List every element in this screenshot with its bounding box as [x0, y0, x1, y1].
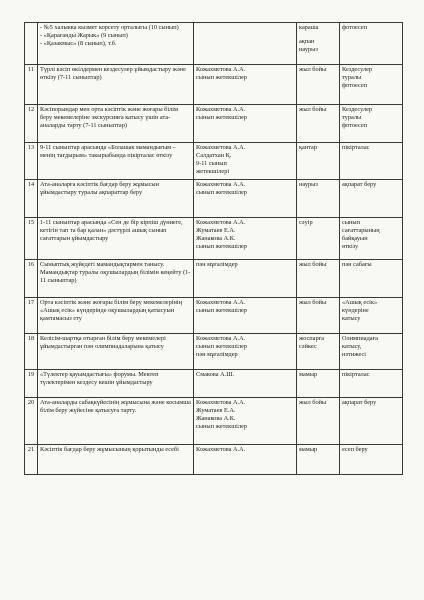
- result-text: сағаттарының: [342, 227, 380, 234]
- table-row: [25, 445, 403, 475]
- event-text: Кәсіпорындар мен орта кәсіптік және жоғары білім беру мекемелеріне экскурсияға катысу үшін ата-аналарды тарту (7-11 сыныптар): [40, 106, 178, 129]
- event-text: - «Қазакмыс» (8 сынып), т.б.: [40, 40, 117, 47]
- responsible-cell: [194, 143, 297, 180]
- event-text: Ата-аналарды сабақкүйесінің жұмысына және косымша білім беру жүйесіне қатысуға тарту.: [40, 399, 191, 414]
- deadline-cell: [297, 180, 340, 218]
- responsible-text: Кожахметова А.А.: [196, 335, 246, 342]
- row-number: [25, 23, 38, 65]
- deadline-text: жыл бойы: [299, 399, 327, 406]
- table-row: [25, 143, 403, 180]
- event-text: - «Қарағанды Жарык» (9 сынып): [40, 32, 128, 39]
- deadline-cell: [297, 105, 340, 143]
- deadline-text: жыл бойы: [299, 299, 327, 306]
- event-cell: [38, 23, 194, 65]
- event-cell: [38, 445, 194, 475]
- deadline-text: жыл бойы: [299, 261, 327, 268]
- deadline-cell: [297, 23, 340, 65]
- event-text: Кәсіптік бағдар беру жұмысының қорытынды есебі: [40, 446, 179, 453]
- row-number: 12: [25, 105, 38, 143]
- deadline-cell: [297, 298, 340, 334]
- responsible-text: жетекшілері: [196, 168, 230, 175]
- result-cell: [340, 218, 403, 260]
- row-number: 15: [25, 218, 38, 260]
- responsible-text: Жуматаев Е.А.: [196, 227, 236, 234]
- result-text: пән сабағы: [342, 261, 372, 268]
- table-row: [25, 298, 403, 334]
- result-text: өткізу: [342, 243, 359, 250]
- deadline-text: жыл бойы: [299, 106, 327, 113]
- responsible-text: Кожахметова А.А.: [196, 399, 246, 406]
- deadline-text: наурыз: [299, 181, 318, 188]
- deadline-text: сәуір: [299, 219, 313, 226]
- result-text: «Ашық есік»: [342, 299, 378, 306]
- responsible-text: пән мұғалімдер: [196, 351, 238, 358]
- responsible-text: Кожахметова А.А.: [196, 144, 246, 151]
- responsible-text: сынып жетекшілер: [196, 423, 247, 430]
- result-cell: [340, 143, 403, 180]
- table-row: [25, 370, 403, 398]
- row-number: 20: [25, 398, 38, 445]
- table-row: [25, 218, 403, 260]
- responsible-cell: [194, 298, 297, 334]
- responsible-text: сынып жетекшілер: [196, 114, 247, 121]
- deadline-cell: [297, 143, 340, 180]
- responsible-cell: [194, 180, 297, 218]
- responsible-cell: [194, 218, 297, 260]
- result-text: пікірталас: [342, 371, 370, 378]
- event-text: «Түлектер қауымдастығы» форумы. Мектеп түлектерімен кездесу кешін ұйымдастыру: [40, 371, 159, 386]
- result-text: Олимпиадаға: [342, 335, 378, 342]
- event-cell: [38, 398, 194, 445]
- deadline-text: қантар: [299, 144, 317, 151]
- table-row: [25, 180, 403, 218]
- row-number: 11: [25, 65, 38, 105]
- deadline-cell: [297, 65, 340, 105]
- event-cell: [38, 143, 194, 180]
- event-cell: [38, 218, 194, 260]
- responsible-text: Смакова А.Ш.: [196, 371, 235, 378]
- event-cell: [38, 180, 194, 218]
- result-cell: [340, 298, 403, 334]
- result-text: Кездесулер: [342, 66, 373, 73]
- responsible-cell: [194, 23, 297, 65]
- result-cell: [340, 23, 403, 65]
- deadline-text: жыл бойы: [299, 66, 327, 73]
- result-text: туралы: [342, 74, 362, 81]
- deadline-cell: [297, 218, 340, 260]
- table-row: [25, 334, 403, 370]
- result-cell: [340, 445, 403, 475]
- result-text: сынып: [342, 219, 360, 226]
- deadline-text: ақпан: [299, 38, 315, 45]
- result-text: катысу: [342, 315, 361, 322]
- table-row: [25, 260, 403, 298]
- responsible-text: сынып жетекшілер: [196, 307, 247, 314]
- event-text: 9-11 сыныптар арасында «Болашак мамандығым – менің тағдырым» такырыбында пікірталас өткізу: [40, 144, 176, 159]
- responsible-cell: [194, 260, 297, 298]
- result-text: нәтижесі: [342, 351, 367, 358]
- responsible-cell: [194, 105, 297, 143]
- responsible-text: сынып жетекшілер: [196, 243, 247, 250]
- responsible-cell: [194, 398, 297, 445]
- result-text: есеп беру: [342, 446, 368, 453]
- table-row: [25, 23, 403, 65]
- responsible-text: 9-11 сынып: [196, 160, 227, 167]
- event-text: Келісім-шартқа отырған білім беру мекемелері ұйымдастырған пән олимпиадаларына қатысу: [40, 335, 166, 350]
- responsible-cell: [194, 334, 297, 370]
- event-cell: [38, 65, 194, 105]
- deadline-text: наурыз: [299, 46, 318, 53]
- responsible-text: сынып жетекшілер: [196, 74, 247, 81]
- event-cell: [38, 370, 194, 398]
- responsible-text: Кожахметова А.А.: [196, 66, 246, 73]
- result-text: байқауын: [342, 235, 368, 242]
- event-text: Сыныптық жүйедегі мамандықтармен танысу. Мамандықтар туралы оқушылардың білімін кеңейту (1-11 сыныптар): [40, 261, 191, 284]
- result-text: фотоесеп: [342, 122, 368, 129]
- result-cell: [340, 180, 403, 218]
- responsible-text: Кожахметова А.А.: [196, 446, 246, 453]
- responsible-cell: [194, 65, 297, 105]
- result-text: ақпарат беру: [342, 181, 377, 188]
- row-number: 21: [25, 445, 38, 475]
- responsible-text: Жанакова А.К.: [196, 415, 236, 422]
- result-text: пікірталас: [342, 144, 370, 151]
- responsible-text: Кожахметова А.А.: [196, 181, 246, 188]
- responsible-text: сынып жетекшілер: [196, 343, 247, 350]
- result-text: ақпарат беру: [342, 399, 377, 406]
- result-cell: [340, 260, 403, 298]
- result-text: Кездесулер: [342, 106, 373, 113]
- row-number: 17: [25, 298, 38, 334]
- responsible-cell: [194, 445, 297, 475]
- deadline-cell: [297, 260, 340, 298]
- deadline-text: караша: [299, 24, 319, 31]
- row-number: 13: [25, 143, 38, 180]
- row-number: 19: [25, 370, 38, 398]
- deadline-cell: [297, 445, 340, 475]
- result-text: күндеріне: [342, 307, 369, 314]
- row-number: 14: [25, 180, 38, 218]
- responsible-text: Кожахметова А.А.: [196, 106, 246, 113]
- event-text: Ата-аналарға кәсіптік бағдар беру жұмысын ұйымдастыру туралы ақпараттар беру: [40, 181, 160, 196]
- deadline-cell: [297, 370, 340, 398]
- responsible-text: сынып жетекшілер: [196, 189, 247, 196]
- result-cell: [340, 370, 403, 398]
- result-cell: [340, 398, 403, 445]
- result-cell: [340, 65, 403, 105]
- responsible-text: Жуматаев Е.А.: [196, 407, 236, 414]
- result-text: фотоесеп: [342, 82, 368, 89]
- responsible-text: Кожахметова А.А.: [196, 219, 246, 226]
- event-text: Орта кәсіптік және жоғары білім беру мекемелерінің «Ашық есік» күндерінде оқушылардың қатысуын қамтамасыз ету: [40, 299, 182, 322]
- event-cell: [38, 260, 194, 298]
- result-text: фотоесеп: [342, 24, 368, 31]
- responsible-text: Кожахметова А.А.: [196, 299, 246, 306]
- career-guidance-plan-table: [24, 22, 403, 475]
- result-text: туралы: [342, 114, 362, 121]
- deadline-text: мамыр: [299, 446, 318, 453]
- result-cell: [340, 105, 403, 143]
- responsible-text: пән мұғалімдер: [196, 261, 238, 268]
- result-cell: [340, 334, 403, 370]
- deadline-text: мамыр: [299, 371, 318, 378]
- event-text: 1-11 сыныптар арасында «Сен де бір кірпіш дүниеге, кетігін тап та бар қалан» дәстүрлі ашық сынып сағаттарын ұйымдастыру: [40, 219, 183, 242]
- table-row: [25, 398, 403, 445]
- event-text: Түрлі кәсіп өкілдермен кездесулер ұйымдастыру және өткізу (7-11 сыныптар): [40, 66, 186, 81]
- responsible-text: Жанакова А.К.: [196, 235, 236, 242]
- plan-table-body: [25, 23, 403, 475]
- deadline-text: сәйкес: [299, 343, 317, 350]
- deadline-cell: [297, 334, 340, 370]
- table-row: [25, 105, 403, 143]
- deadline-text: жоспарға: [299, 335, 324, 342]
- event-cell: [38, 334, 194, 370]
- event-cell: [38, 105, 194, 143]
- table-row: [25, 65, 403, 105]
- event-text: - №5 халыкка кызмет корсету орталыгы (10 сынып): [40, 24, 179, 31]
- row-number: 16: [25, 260, 38, 298]
- row-number: 18: [25, 334, 38, 370]
- responsible-cell: [194, 370, 297, 398]
- event-cell: [38, 298, 194, 334]
- result-text: катысу,: [342, 343, 362, 350]
- deadline-cell: [297, 398, 340, 445]
- responsible-text: Салдатхан Қ.: [196, 152, 232, 159]
